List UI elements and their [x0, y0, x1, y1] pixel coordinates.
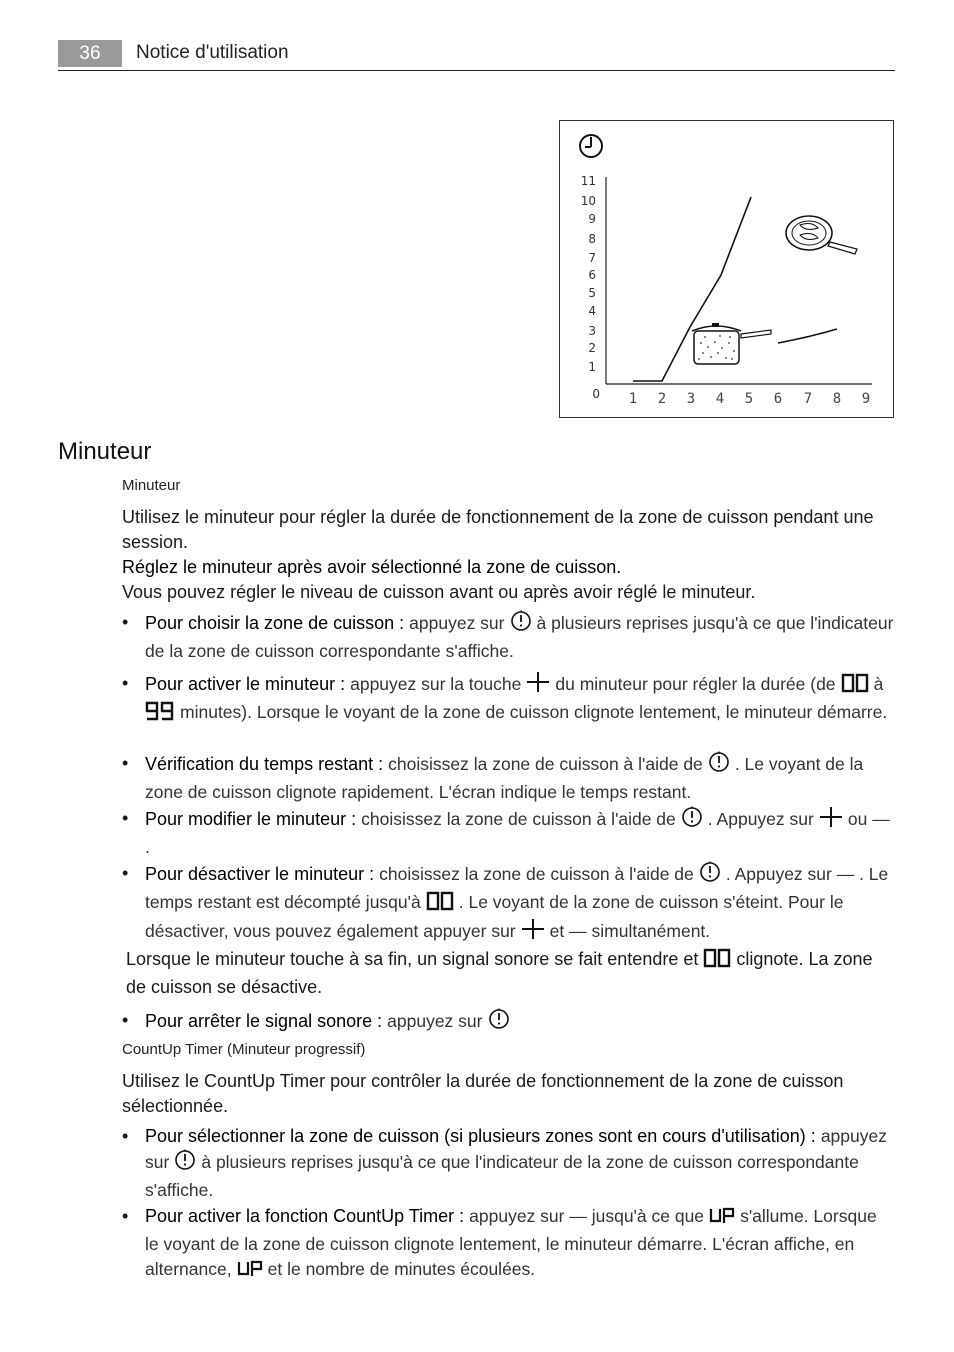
- bullet-text: et — simultanément.: [549, 921, 711, 941]
- y-tick: 1: [588, 360, 596, 374]
- countup-intro: [122, 1069, 894, 1119]
- bullet-lead: Pour sélectionner la zone de cuisson (si plusieurs zones sont en cours d'utilisation) :: [145, 1126, 816, 1146]
- bullet-activate-timer: [122, 671, 894, 728]
- frying-pan-icon: [786, 216, 857, 254]
- bullet-text: appuyez sur la touche: [350, 674, 522, 694]
- intro-note: Vous pouvez régler le niveau de cuisson avant ou après avoir réglé le minuteur.: [122, 582, 756, 602]
- x-tick: 7: [803, 391, 813, 407]
- bullet-lead: Pour activer la fonction CountUp Timer :: [145, 1206, 465, 1226]
- x-tick: 2: [657, 391, 667, 407]
- bullet-select-zone: [122, 1124, 894, 1203]
- paragraph-text: Lorsque le minuteur touche à sa fin, un signal sonore se fait entendre et: [126, 949, 699, 969]
- subheading-label: CountUp Timer (Minuteur progressif): [122, 1041, 366, 1058]
- bullet-text: . Appuyez sur: [707, 809, 814, 829]
- y-tick: 4: [588, 304, 596, 318]
- y-tick: 9: [588, 212, 596, 226]
- bullet-text: et le nombre de minutes écoulées.: [267, 1259, 536, 1279]
- bullet-lead: Pour modifier le minuteur :: [145, 809, 357, 829]
- x-tick: 4: [715, 391, 725, 407]
- y-tick: 5: [588, 286, 596, 300]
- bullet-text: à plusieurs reprises jusqu'à ce que l'indicateur de la zone de cuisson correspondante s'affiche.: [145, 1152, 859, 1200]
- subheading-label: Minuteur: [122, 477, 181, 494]
- bullet-text: . Le voyant de la zone de cuisson s'éteint. Pour le désactiver, vous pouvez également appuyer sur: [145, 892, 844, 941]
- subheading-countup: [122, 1040, 894, 1060]
- bullet-text: appuyez sur — jusqu'à ce que: [469, 1206, 705, 1226]
- cooking-curve-figure: [559, 120, 894, 418]
- x-tick: 3: [686, 391, 696, 407]
- bullet-text: ou — .: [145, 809, 890, 857]
- timer-icon: [708, 751, 730, 780]
- x-tick: 1: [628, 391, 638, 407]
- display-00-icon: [703, 948, 731, 975]
- plus-icon: [819, 806, 843, 835]
- figure-graphic: [560, 121, 893, 417]
- timer-icon: [699, 861, 721, 890]
- plus-icon: [526, 671, 550, 700]
- page-number: 36: [58, 40, 122, 67]
- bullet-text: choisissez la zone de cuisson à l'aide de: [379, 864, 694, 884]
- timer-icon: [488, 1008, 510, 1037]
- intro-paragraph: Utilisez le minuteur pour régler la durée de fonctionnement de la zone de cuisson pendant une session.: [122, 507, 874, 552]
- y-tick: 7: [588, 251, 596, 265]
- paragraph-text: clignote. La zone de cuisson se désactive.: [126, 949, 873, 997]
- section-title: Minuteur: [58, 438, 152, 465]
- bullet-text: à: [873, 674, 884, 694]
- y-tick: 6: [588, 268, 596, 282]
- bullet-lead: Vérification du temps restant :: [145, 754, 384, 774]
- bullet-lead: Pour arrêter le signal sonore :: [145, 1011, 383, 1031]
- clock-icon: [580, 135, 602, 157]
- timer-icon: [510, 610, 532, 639]
- bullet-text: . Appuyez sur — . Le temps restant est décompté jusqu'à: [145, 864, 889, 912]
- y-tick: 2: [588, 341, 596, 355]
- x-tick: 8: [832, 391, 842, 407]
- bullet-choose-zone: [122, 610, 894, 664]
- plus-icon: [521, 918, 545, 947]
- display-00-icon: [841, 673, 869, 700]
- bullet-deactivate-timer: [122, 861, 894, 947]
- x-tick: 5: [744, 391, 754, 407]
- header-rule: [58, 70, 895, 71]
- bullet-modify-timer: [122, 806, 894, 860]
- display-up-icon: [709, 1205, 735, 1232]
- timer-end-paragraph: [126, 947, 894, 1000]
- bullet-activate-countup: [122, 1204, 894, 1285]
- bullet-lead: Pour activer le minuteur :: [145, 674, 346, 694]
- header-title: Notice d'utilisation: [136, 42, 289, 63]
- bullet-text: choisissez la zone de cuisson à l'aide de: [388, 754, 703, 774]
- simmer-curve: [778, 329, 837, 343]
- subheading-minuteur: [122, 476, 894, 496]
- bullet-text: appuyez sur: [387, 1011, 483, 1031]
- bullet-text: à plusieurs reprises jusqu'à ce que l'indicateur de la zone de cuisson correspondante s'affiche.: [145, 613, 894, 661]
- intro-instruction: Réglez le minuteur après avoir sélectionné la zone de cuisson.: [122, 557, 622, 577]
- x-tick: 9: [861, 391, 871, 407]
- bullet-text: appuyez sur: [409, 613, 505, 633]
- bullet-check-remaining: [122, 751, 894, 805]
- bullet-text: . Le voyant de la zone de cuisson clignote rapidement. L'écran indique le temps restant.: [145, 754, 864, 802]
- y-tick: 3: [588, 324, 596, 338]
- origin-label: 0: [592, 387, 600, 401]
- display-up-icon: [237, 1258, 263, 1285]
- bullet-text: s'allume. Lorsque le voyant de la zone de cuisson clignote lentement, le minuteur démarre. L'écran affiche, en alternance,: [145, 1206, 877, 1279]
- bullet-text: choisissez la zone de cuisson à l'aide de: [361, 809, 676, 829]
- bullet-text: appuyez sur: [145, 1126, 887, 1172]
- countup-intro-text: Utilisez le CountUp Timer pour contrôler la durée de fonctionnement de la zone de cuisson sélectionnée.: [122, 1071, 844, 1116]
- display-99-icon: [145, 701, 175, 728]
- bullet-text: minutes). Lorsque le voyant de la zone de cuisson clignote lentement, le minuteur démarre.: [180, 702, 888, 722]
- x-tick: 6: [773, 391, 783, 407]
- intro-block: [122, 505, 894, 605]
- y-tick: 11: [580, 174, 596, 188]
- bullet-text: du minuteur pour régler la durée (de: [555, 674, 836, 694]
- bullet-lead: Pour désactiver le minuteur :: [145, 864, 375, 884]
- display-00-icon: [426, 891, 454, 918]
- y-tick: 8: [588, 232, 596, 246]
- bullet-lead: Pour choisir la zone de cuisson :: [145, 613, 405, 633]
- timer-icon: [174, 1149, 196, 1178]
- timer-icon: [681, 806, 703, 835]
- pot-icon: [692, 323, 771, 364]
- bullet-stop-signal: [122, 1008, 894, 1037]
- y-tick: 10: [580, 194, 596, 208]
